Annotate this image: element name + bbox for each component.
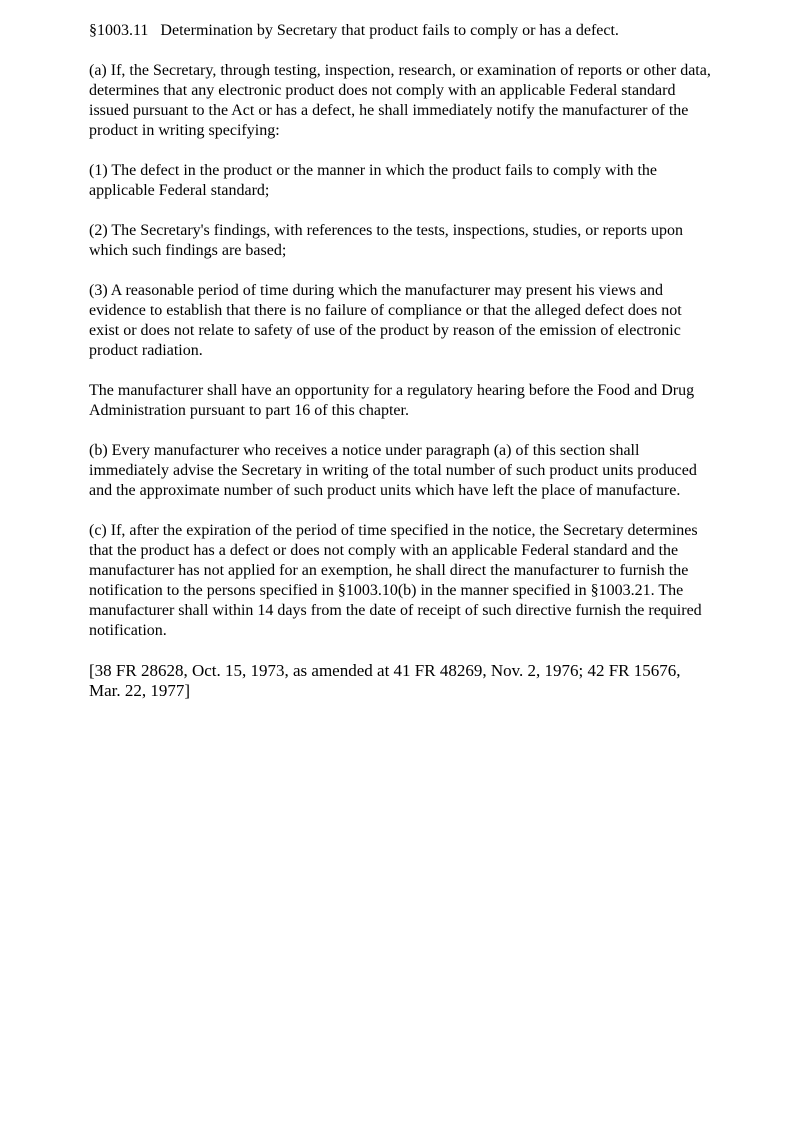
paragraph-a-3: (3) A reasonable period of time during which the manufacturer may present his views and evidence to establish that there is no failure of compliance or that the alleged defect does not exist or does not relate to safety of use of the product by reason of the emission of electronic product radiation. [89,282,682,359]
document-page [89,21,714,701]
paragraph-a-2: (2) The Secretary's findings, with references to the tests, inspections, studies, or reports upon which such findings are based; [89,222,683,259]
paragraph-hearing: The manufacturer shall have an opportunity for a regulatory hearing before the Food and Drug Administration pursuant to part 16 of this chapter. [89,382,695,419]
paragraph-a-1: (1) The defect in the product or the manner in which the product fails to comply with the applicable Federal standard; [89,162,657,199]
paragraph-b: (b) Every manufacturer who receives a notice under paragraph (a) of this section shall immediately advise the Secretary in writing of the total number of such product units produced and the approximate number of such product units which have left the place of manufacture. [89,442,697,499]
section-heading: §1003.11 Determination by Secretary that product fails to comply or has a defect. [89,22,619,39]
paragraph-c: (c) If, after the expiration of the period of time specified in the notice, the Secretary determines that the product has a defect or does not comply with an applicable Federal standard and the manufacturer has not applied for an exemption, he shall direct the manufacturer to furnish the notification to the persons specified in §1003.10(b) in the manner specified in §1003.21. The manufacturer shall within 14 days from the date of receipt of such directive furnish the required notification. [89,522,702,639]
source-citation: [38 FR 28628, Oct. 15, 1973, as amended at 41 FR 48269, Nov. 2, 1976; 42 FR 15676, Mar. 22, 1977] [89,661,681,700]
paragraph-a: (a) If, the Secretary, through testing, inspection, research, or examination of reports or other data, determines that any electronic product does not comply with an applicable Federal standard issued pursuant to the Act or has a defect, he shall immediately notify the manufacturer of the product in writing specifying: [89,62,711,139]
